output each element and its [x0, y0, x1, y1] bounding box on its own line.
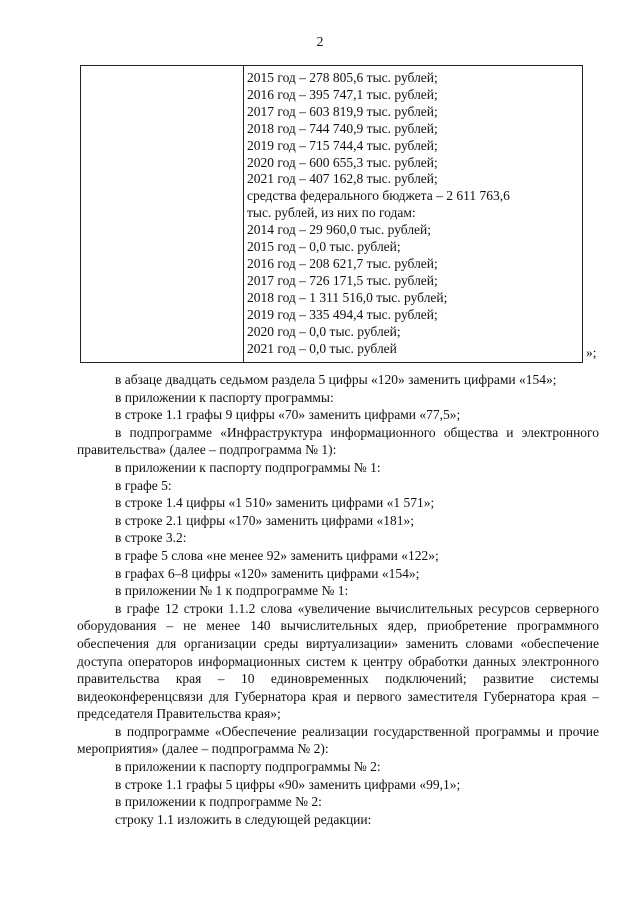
budget-table [80, 65, 583, 363]
paragraph: в приложении № 1 к подпрограмме № 1: [115, 583, 349, 599]
budget-line: 2016 год – 395 747,1 тыс. рублей; [247, 86, 438, 102]
paragraph: в подпрограмме «Инфраструктура информационного общества и электронного правительства» (далее – подпрограмма № 1): [77, 424, 599, 458]
paragraph: в приложении к подпрограмме № 2: [115, 794, 322, 810]
paragraph: в приложении к паспорту подпрограммы № 2: [115, 759, 381, 775]
budget-line: 2018 год – 744 740,9 тыс. рублей; [247, 120, 438, 136]
paragraph: в строке 1.1 графы 9 цифры «70» заменить цифрами «77,5»; [115, 407, 461, 423]
budget-line: 2018 год – 1 311 516,0 тыс. рублей; [247, 289, 448, 305]
budget-line: 2021 год – 0,0 тыс. рублей [247, 340, 397, 356]
paragraph: в приложении к паспорту подпрограммы № 1: [115, 459, 381, 475]
budget-line: 2014 год – 29 960,0 тыс. рублей; [247, 222, 432, 238]
paragraph: в строке 2.1 цифры «170» заменить цифрами «181»; [115, 512, 414, 528]
budget-line: 2020 год – 0,0 тыс. рублей; [247, 323, 401, 339]
paragraph: в строке 1.4 цифры «1 510» заменить цифрами «1 571»; [115, 495, 435, 511]
paragraph: в графе 5 слова «не менее 92» заменить цифрами «122»; [115, 547, 439, 563]
paragraph: в графах 6–8 цифры «120» заменить цифрами «154»; [115, 565, 420, 581]
paragraph: строку 1.1 изложить в следующей редакции: [115, 811, 372, 827]
budget-line: 2015 год – 278 805,6 тыс. рублей; [247, 70, 438, 85]
paragraph: в строке 3.2: [115, 530, 187, 546]
budget-line: 2021 год – 407 162,8 тыс. рублей; [247, 171, 438, 187]
budget-line: 2017 год – 726 171,5 тыс. рублей; [247, 272, 438, 288]
budget-line: 2019 год – 335 494,4 тыс. рублей; [247, 306, 438, 322]
document-body [77, 371, 599, 828]
budget-line: 2017 год – 603 819,9 тыс. рублей; [247, 103, 438, 119]
budget-cell [247, 70, 577, 357]
table-column-divider [243, 66, 244, 362]
budget-line: 2015 год – 0,0 тыс. рублей; [247, 239, 401, 255]
paragraph: в абзаце двадцать седьмом раздела 5 цифры «120» заменить цифрами «154»; [115, 372, 557, 387]
page-number: 2 [316, 35, 324, 50]
budget-line: 2019 год – 715 744,4 тыс. рублей; [247, 137, 438, 153]
table-closing-quote: »; [586, 345, 597, 360]
paragraph: в графе 5: [115, 477, 172, 493]
budget-line: средства федерального бюджета – 2 611 763,6 [247, 188, 510, 204]
paragraph: в графе 12 строки 1.1.2 слова «увеличение вычислительных ресурсов серверного оборудования – не менее 140 вычислительных ядер, приобретение программного обеспечения для организации среды виртуализации» заменить словами «обеспечение доступа операторов информационных систем к центру обработки данных электронного правительства края – 10 единовременных подключений; развитие системы видеоконференцсвязи для Губернатора края и первого заместителя Губернатора края – председателя Правительства края»; [77, 600, 599, 722]
budget-line: тыс. рублей, из них по годам: [247, 205, 416, 221]
paragraph: в приложении к паспорту программы: [115, 389, 334, 405]
budget-line: 2016 год – 208 621,7 тыс. рублей; [247, 255, 438, 271]
paragraph: в подпрограмме «Обеспечение реализации государственной программы и прочие мероприятия» (далее – подпрограмма № 2): [77, 723, 599, 757]
paragraph: в строке 1.1 графы 5 цифры «90» заменить цифрами «99,1»; [115, 776, 461, 792]
budget-line: 2020 год – 600 655,3 тыс. рублей; [247, 154, 438, 170]
